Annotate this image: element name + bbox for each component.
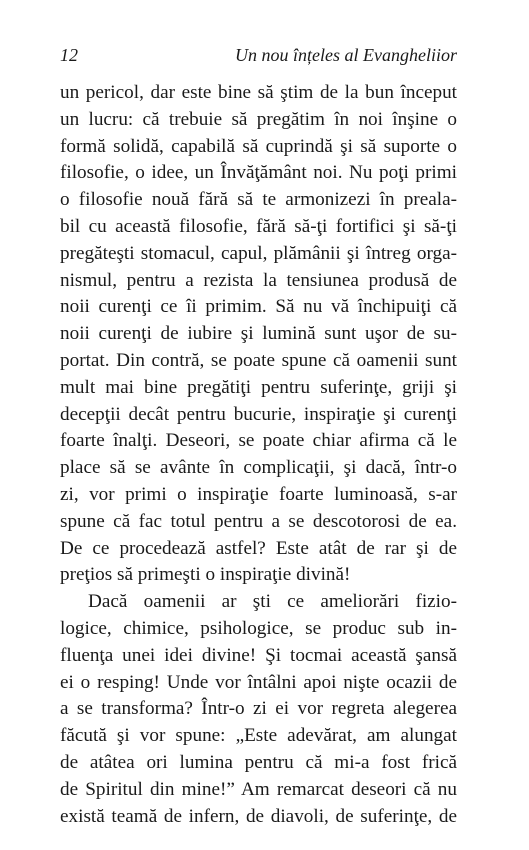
text-line: noii curenţi ce îi primim. Să nu vă închipuiţi că [60, 296, 457, 318]
text-line: mult mai bine pregătiţi pentru suferinţe, griji şi [60, 376, 457, 398]
text-line: ei o resping! Unde vor întâlni apoi nişte ocazii de [60, 671, 457, 693]
text-line: un lucru: că trebuie să pregătim în noi înşine o [60, 108, 457, 130]
text-line: o filosofie nouă fără să te armonizezi în preala- [60, 189, 457, 211]
text-line: există teamă de infern, de diavoli, de suferinţe, de [60, 805, 457, 827]
text-line: portat. Din contră, se poate spune că oamenii sunt [60, 349, 457, 371]
page-header [60, 45, 457, 71]
text-line: de atâtea ori lumina pentru că mi-a fost frică [60, 751, 457, 773]
text-line: bil cu această filosofie, fără să-ţi fortifici şi să-ţi [60, 215, 457, 237]
text-line: place să se avânte în complicaţii, şi dacă, într-o [60, 457, 457, 479]
text-line: formă solidă, capabilă să cuprindă şi să suporte o [60, 135, 457, 157]
running-title: Un nou înțeles al Evangheliior [235, 45, 457, 65]
text-line: decepţii decât pentru bucurie, inspiraţie şi curenţi [60, 403, 457, 425]
page-number: 12 [60, 45, 78, 65]
paragraph-start-line: Dacă oamenii ar şti ce ameliorări fiziо- [88, 591, 457, 613]
text-line: logice, chimice, psihologice, se produc sub in- [60, 617, 457, 639]
paragraph-end-line: preţios să primeşti o inspiraţie divină! [60, 564, 351, 586]
text-line: foarte înalţi. Deseori, se poate chiar afirma că le [60, 430, 457, 452]
text-line: a se transforma? Într-o zi ei vor regreta alegerea [60, 698, 457, 720]
text-line: De ce procedează astfel? Este atât de rar şi de [60, 537, 457, 559]
text-line: filosofie, o idee, un Învăţământ noi. Nu poţi primi [60, 162, 457, 184]
text-line: pregăteşti stomacul, capul, plămânii şi întreg orga- [60, 242, 457, 264]
body-text [60, 80, 457, 830]
text-line: nismul, pentru a rezista la tensiunea produsă de [60, 269, 457, 291]
text-line: fluenţa unei idei divine! Şi tocmai această şansă [60, 644, 457, 666]
text-line: zi, vor primi o inspiraţie foarte luminoasă, s-ar [60, 483, 457, 505]
text-line: un pericol, dar este bine să ştim de la bun început [60, 82, 457, 103]
text-line: noii curenţi de iubire şi lumină sunt uşor de su- [60, 323, 457, 345]
text-line: spune că fac totul pentru a se descotorosi de ea. [60, 510, 457, 532]
text-line: făcută şi vor spune: „Este adevărat, am alungat [60, 725, 457, 747]
text-line: de Spiritul din mine!” Am remarcat deseori că nu [60, 778, 457, 800]
